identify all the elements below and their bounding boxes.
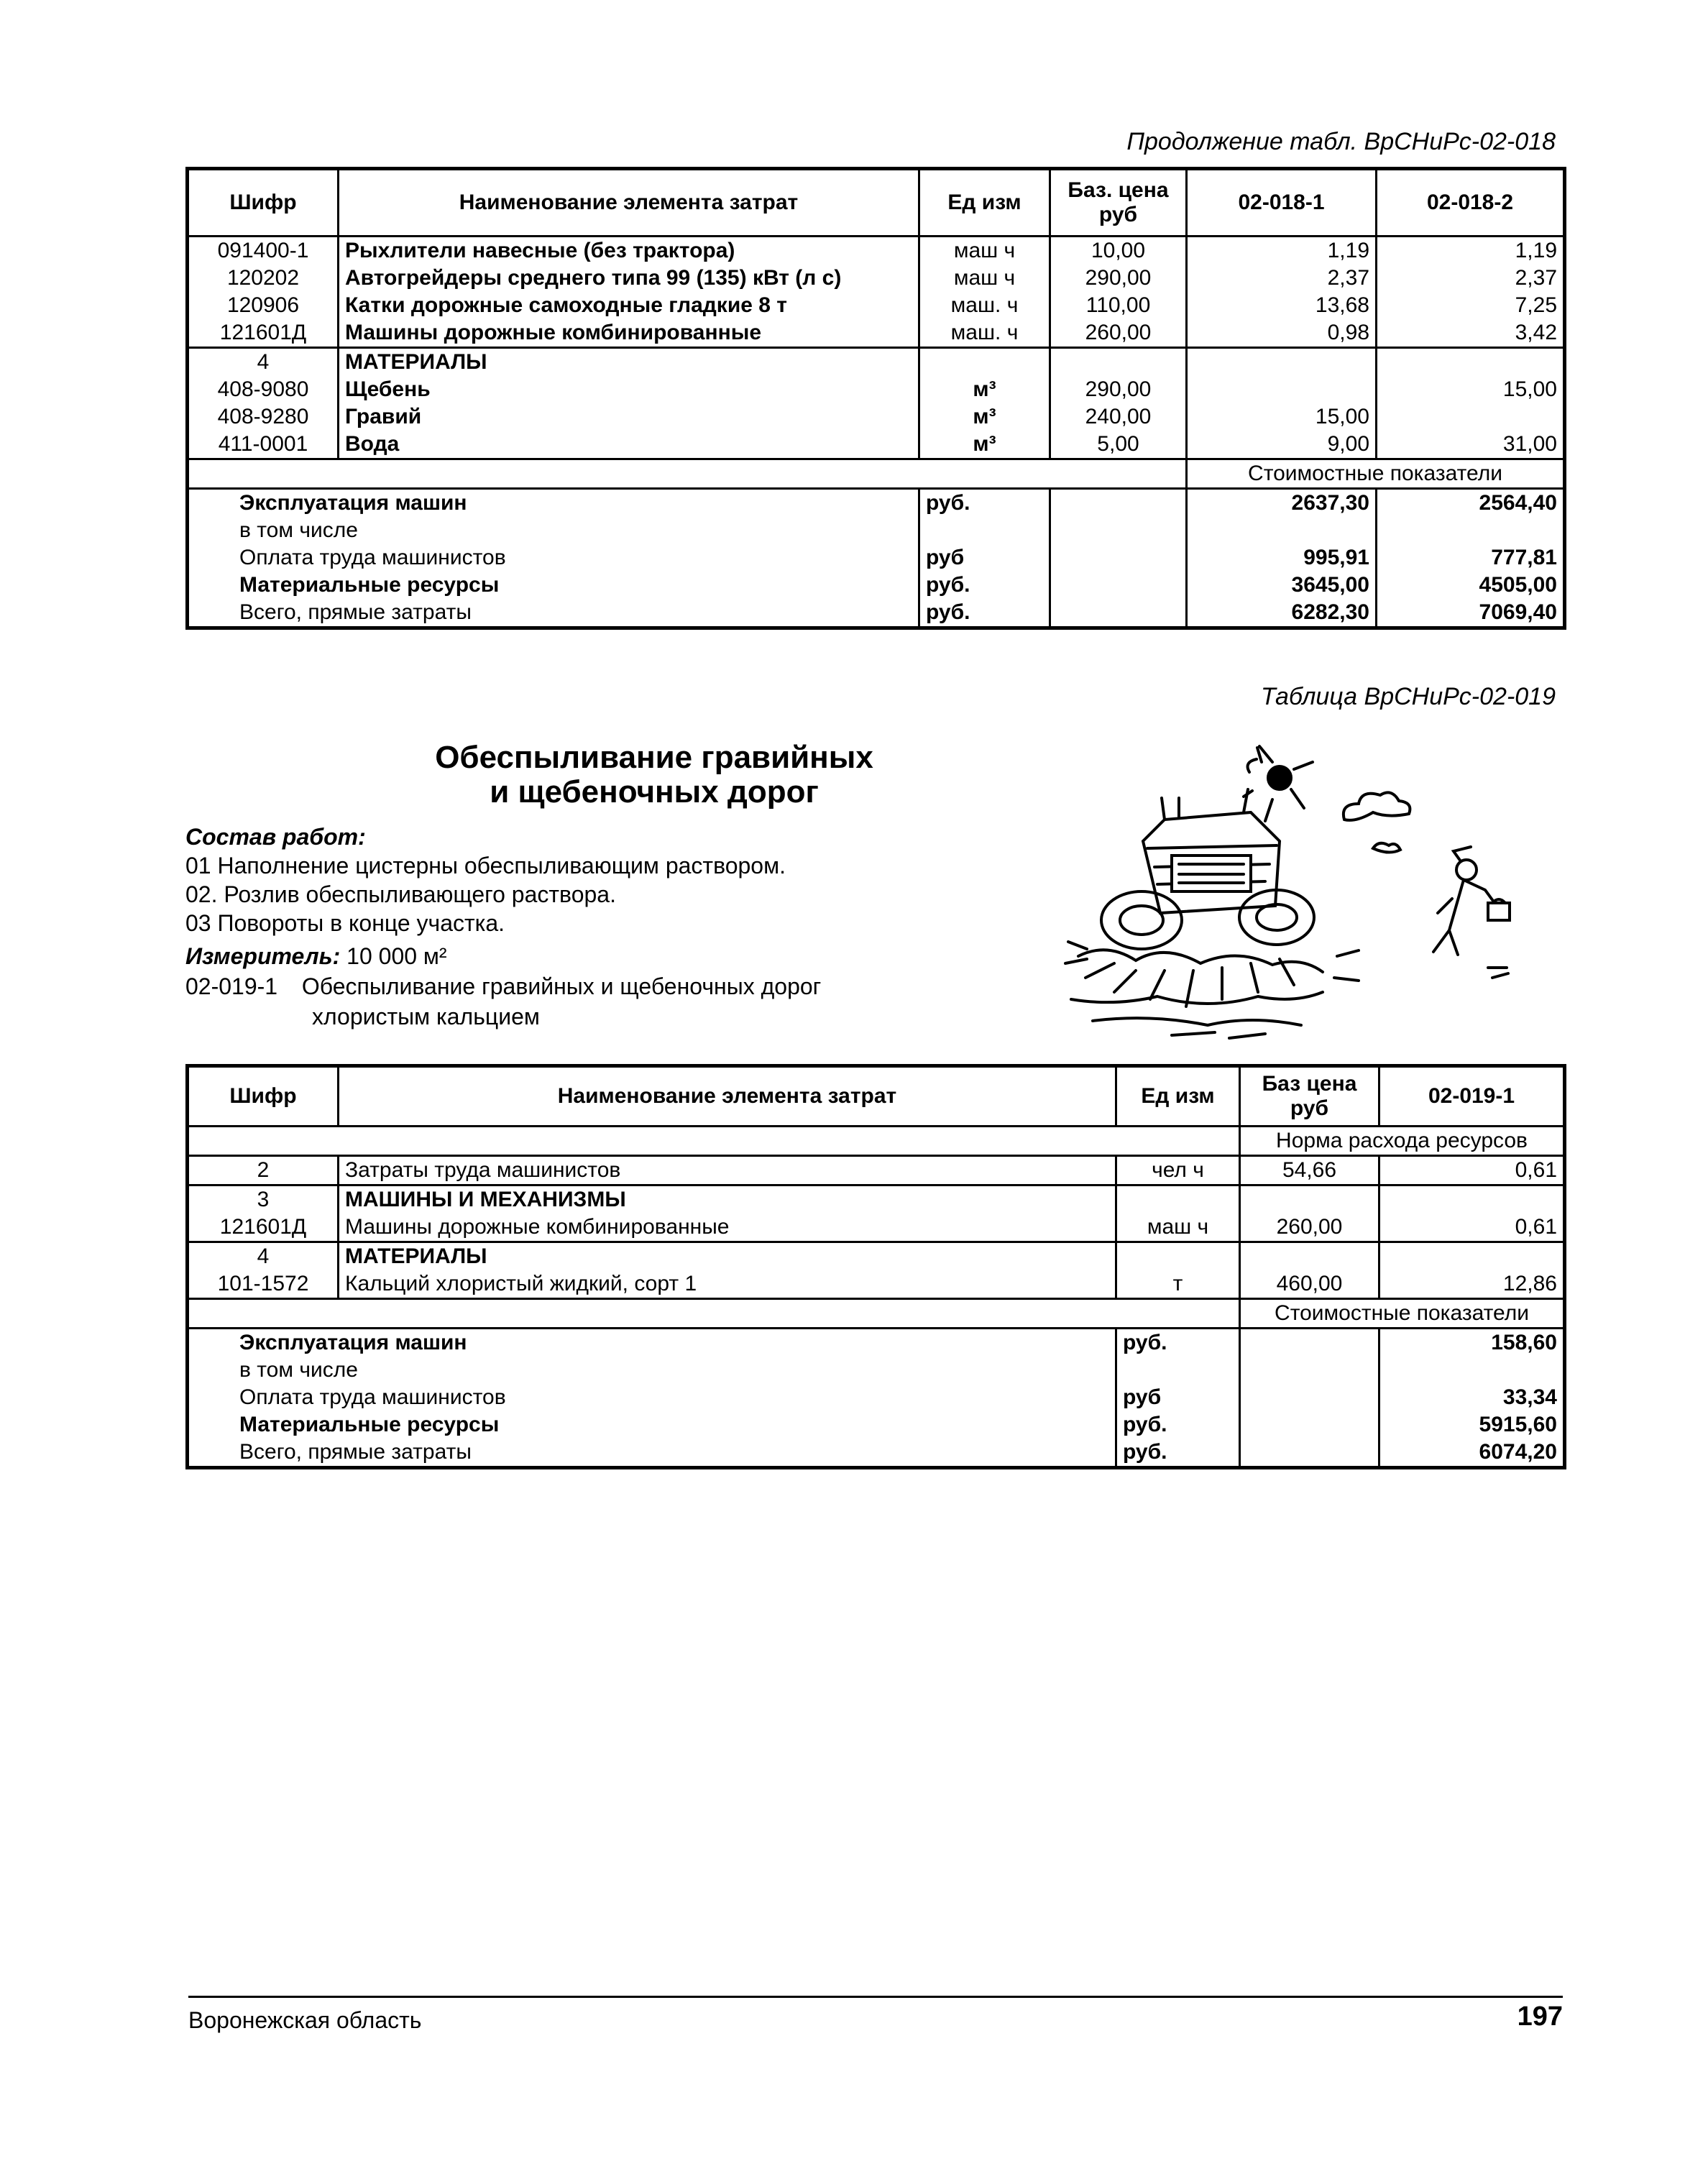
header-name: Наименование элемента затрат [339, 1066, 1116, 1127]
page-number: 197 [1517, 2001, 1563, 2032]
cost-row [188, 1439, 1565, 1468]
header-unit: Ед изм [919, 169, 1050, 237]
row-value-02-019-1: 0,61 [1379, 1214, 1565, 1242]
footer-rule [188, 1996, 1563, 1998]
cost-value-02-018-2: 777,81 [1377, 544, 1565, 572]
row-code: 120906 [188, 292, 339, 319]
table2-caption: Таблица ВрСНиРс-02-019 [1260, 683, 1556, 710]
row-name: Кальций хлористый жидкий, сорт 1 [339, 1270, 1116, 1299]
table-row [188, 319, 1565, 348]
meter-label: Измеритель: [185, 943, 341, 969]
cost-row [188, 1411, 1565, 1439]
row-unit: м³ [919, 403, 1050, 431]
cost-value-02-018-2 [1377, 517, 1565, 544]
cost-unit: руб. [1116, 1439, 1240, 1468]
meter-line [185, 942, 447, 971]
row-name: Автогрейдеры среднего типа 99 (135) кВт (л с) [339, 265, 919, 292]
cost-value-02-019-1: 158,60 [1379, 1329, 1565, 1357]
row-unit: маш ч [919, 237, 1050, 265]
row-code: 120202 [188, 265, 339, 292]
row-unit: м³ [919, 376, 1050, 403]
row-value-02-018-2: 7,25 [1377, 292, 1565, 319]
cost-value-02-018-1: 2637,30 [1187, 489, 1377, 518]
row-name: МАШИНЫ И МЕХАНИЗМЫ [339, 1185, 1116, 1214]
works-label: Состав работ: [185, 824, 366, 850]
row-name: Вода [339, 431, 919, 459]
section-title [374, 740, 935, 809]
row-unit [1116, 1242, 1240, 1271]
row-value-02-019-1: 0,61 [1379, 1156, 1565, 1185]
cost-unit: руб. [919, 572, 1050, 599]
cost-value-02-018-1 [1187, 517, 1377, 544]
cost-unit [1116, 1357, 1240, 1384]
row-code: 3 [188, 1185, 339, 1214]
cost-name: Эксплуатация машин [188, 489, 919, 518]
row-code: 408-9080 [188, 376, 339, 403]
row-value-02-018-1: 1,19 [1187, 237, 1377, 265]
table-row [188, 1156, 1565, 1185]
header-name: Наименование элемента затрат [339, 169, 919, 237]
cost-unit: руб [1116, 1384, 1240, 1411]
cost-row [188, 572, 1565, 599]
cost-row [188, 599, 1565, 628]
cost-name: Материальные ресурсы [188, 1411, 1116, 1439]
row-price: 290,00 [1050, 376, 1187, 403]
table-row [188, 431, 1565, 459]
row-value-02-018-2 [1377, 403, 1565, 431]
row-name: Машины дорожные комбинированные [339, 1214, 1116, 1242]
cost-unit: руб [919, 544, 1050, 572]
cost-value-02-018-2: 4505,00 [1377, 572, 1565, 599]
group-code: 4 [188, 348, 339, 377]
group-name: МАТЕРИАЛЫ [339, 348, 919, 377]
table-row [188, 237, 1565, 265]
row-unit: маш ч [919, 265, 1050, 292]
cost-row [188, 1384, 1565, 1411]
row-price [1240, 1185, 1379, 1214]
row-value-02-018-1: 0,98 [1187, 319, 1377, 348]
cost-row [188, 517, 1565, 544]
row-name: Машины дорожные комбинированные [339, 319, 919, 348]
cost-unit: руб. [919, 599, 1050, 628]
row-name: Затраты труда машинистов [339, 1156, 1116, 1185]
cost-unit: руб. [1116, 1329, 1240, 1357]
cost-value-02-018-1: 3645,00 [1187, 572, 1377, 599]
works-list [185, 851, 786, 937]
section-title-line1: Обеспыливание гравийных [435, 740, 873, 775]
row-price: 110,00 [1050, 292, 1187, 319]
table-group-row [188, 348, 1565, 377]
header-code: Шифр [188, 169, 339, 237]
header-code: Шифр [188, 1066, 339, 1127]
table-row [188, 1214, 1565, 1242]
row-unit: т [1116, 1270, 1240, 1299]
row-code: 121601Д [188, 319, 339, 348]
row-unit: маш ч [1116, 1214, 1240, 1242]
row-unit [1116, 1185, 1240, 1214]
row-price: 10,00 [1050, 237, 1187, 265]
table-row [188, 265, 1565, 292]
cost-value-02-019-1: 6074,20 [1379, 1439, 1565, 1468]
row-price [1240, 1242, 1379, 1271]
item-text-line2: хлористым кальцием [312, 1004, 540, 1029]
cost-indicators-header: Стоимостные показатели [1187, 459, 1565, 489]
cost-unit: руб. [919, 489, 1050, 518]
cost-row [188, 1357, 1565, 1384]
header-col-02-018-1: 02-018-1 [1187, 169, 1377, 237]
cost-table-02-019 [185, 1064, 1566, 1469]
cost-name: в том числе [188, 517, 919, 544]
cost-row [188, 1329, 1565, 1357]
row-price: 290,00 [1050, 265, 1187, 292]
row-code: 4 [188, 1242, 339, 1271]
cost-name: Эксплуатация машин [188, 1329, 1116, 1357]
row-unit: чел ч [1116, 1156, 1240, 1185]
row-price: 460,00 [1240, 1270, 1379, 1299]
cost-unit [919, 517, 1050, 544]
header-price: Баз. цена руб [1050, 169, 1187, 237]
cost-value-02-018-2: 2564,40 [1377, 489, 1565, 518]
work-item: 01 Наполнение цистерны обеспыливающим раствором. [185, 853, 786, 879]
table1-caption: Продолжение табл. ВрСНиРс-02-018 [1126, 128, 1556, 155]
cost-name: Всего, прямые затраты [188, 1439, 1116, 1468]
row-unit: м³ [919, 431, 1050, 459]
row-name: Рыхлители навесные (без трактора) [339, 237, 919, 265]
road-machine-illustration [1064, 740, 1524, 1050]
norm-header: Норма расхода ресурсов [1240, 1127, 1565, 1156]
cost-name: Материальные ресурсы [188, 572, 919, 599]
cost-value-02-018-1: 6282,30 [1187, 599, 1377, 628]
row-name: Щебень [339, 376, 919, 403]
table-row [188, 376, 1565, 403]
row-value-02-018-1: 9,00 [1187, 431, 1377, 459]
row-code: 2 [188, 1156, 339, 1185]
meter-value: 10 000 м² [340, 943, 447, 969]
row-value-02-019-1 [1379, 1242, 1565, 1271]
cost-row [188, 489, 1565, 518]
item-text-line1: Обеспыливание гравийных и щебеночных дорог [301, 973, 822, 999]
row-price: 54,66 [1240, 1156, 1379, 1185]
cost-unit: руб. [1116, 1411, 1240, 1439]
work-item: 03 Повороты в конце участка. [185, 910, 505, 936]
work-item: 02. Розлив обеспыливающего раствора. [185, 881, 616, 907]
header-col-02-018-2: 02-018-2 [1377, 169, 1565, 237]
table-group-row [188, 1185, 1565, 1214]
row-value-02-019-1 [1379, 1185, 1565, 1214]
cost-table-02-018 [185, 167, 1566, 630]
row-price: 240,00 [1050, 403, 1187, 431]
cost-value-02-018-2: 7069,40 [1377, 599, 1565, 628]
row-code: 101-1572 [188, 1270, 339, 1299]
row-value-02-018-2: 15,00 [1377, 376, 1565, 403]
table-row [188, 403, 1565, 431]
cost-value-02-019-1: 33,34 [1379, 1384, 1565, 1411]
cost-value-02-019-1 [1379, 1357, 1565, 1384]
item-line [185, 972, 821, 1001]
item-code: 02-019-1 [185, 973, 278, 999]
row-code: 411-0001 [188, 431, 339, 459]
row-value-02-018-1: 13,68 [1187, 292, 1377, 319]
header-price: Баз цена руб [1240, 1066, 1379, 1127]
row-value-02-018-2: 2,37 [1377, 265, 1565, 292]
row-name: Катки дорожные самоходные гладкие 8 т [339, 292, 919, 319]
header-unit: Ед изм [1116, 1066, 1240, 1127]
cost-name: Оплата труда машинистов [188, 544, 919, 572]
row-code: 121601Д [188, 1214, 339, 1242]
section-title-line2: и щебеночных дорог [490, 774, 819, 809]
row-price: 260,00 [1050, 319, 1187, 348]
row-unit: маш. ч [919, 292, 1050, 319]
row-name: Гравий [339, 403, 919, 431]
header-col-02-019-1: 02-019-1 [1379, 1066, 1565, 1127]
row-value-02-018-1: 2,37 [1187, 265, 1377, 292]
row-price: 260,00 [1240, 1214, 1379, 1242]
row-name: МАТЕРИАЛЫ [339, 1242, 1116, 1271]
cost-name: Оплата труда машинистов [188, 1384, 1116, 1411]
row-value-02-018-1: 15,00 [1187, 403, 1377, 431]
row-value-02-018-2: 1,19 [1377, 237, 1565, 265]
row-code: 091400-1 [188, 237, 339, 265]
table-row [188, 292, 1565, 319]
cost-name: Всего, прямые затраты [188, 599, 919, 628]
row-value-02-018-2: 3,42 [1377, 319, 1565, 348]
row-value-02-019-1: 12,86 [1379, 1270, 1565, 1299]
footer-region: Воронежская область [188, 2007, 422, 2033]
cost-name: в том числе [188, 1357, 1116, 1384]
row-value-02-018-1 [1187, 376, 1377, 403]
row-price: 5,00 [1050, 431, 1187, 459]
table-row [188, 1270, 1565, 1299]
row-value-02-018-2: 31,00 [1377, 431, 1565, 459]
cost-row [188, 544, 1565, 572]
table-group-row [188, 1242, 1565, 1271]
cost-value-02-018-1: 995,91 [1187, 544, 1377, 572]
row-code: 408-9280 [188, 403, 339, 431]
row-unit: маш. ч [919, 319, 1050, 348]
cost-value-02-019-1: 5915,60 [1379, 1411, 1565, 1439]
cost-indicators-header: Стоимостные показатели [1240, 1299, 1565, 1329]
